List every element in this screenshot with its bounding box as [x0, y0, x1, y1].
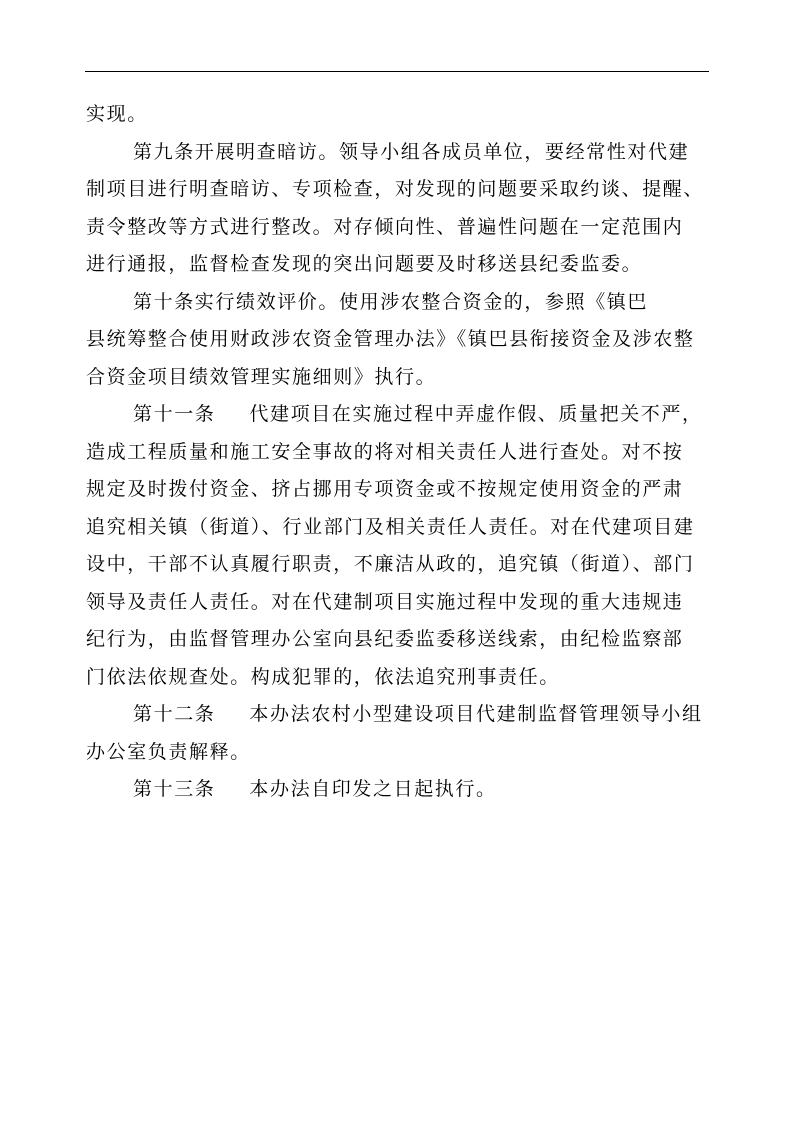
text-line: 办公室负责解释。: [86, 740, 251, 763]
article-11-label: 第十一条: [133, 403, 216, 425]
text-line: 规定及时拨付资金、挤占挪用专项资金或不按规定使用资金的严肃: [86, 478, 684, 500]
text-line: 进行通报，监督检查发现的突出问题要及时移送县纪委监委。: [86, 253, 643, 275]
text-line: 设中，干部不认真履行职责，不廉洁从政的，追究镇（街道）、部门: [86, 553, 695, 575]
article-12-line: [86, 696, 710, 734]
article-12-label: 第十二条: [133, 703, 216, 725]
text-line: 责令整改等方式进行整改。对存倾向性、普遍性问题在一定范围内: [86, 215, 684, 238]
text-line: 纪行为，由监督管理办公室向县纪委监委移送线索，由纪检监察部: [86, 628, 684, 650]
text-line: 门依法依规查处。构成犯罪的，依法追究刑事责任。: [86, 665, 560, 688]
article-11-text: 代建项目在实施过程中弄虚作假、质量把关不严，: [249, 403, 703, 425]
article-11-line: [86, 396, 710, 434]
text-line: 县统筹整合使用财政涉农资金管理办法》《镇巴县衔接资金及涉农整: [86, 328, 695, 350]
text-line: 造成工程质量和施工安全事故的将对相关责任人进行查处。对不按: [86, 440, 684, 463]
article-13-line: [86, 771, 710, 809]
text-line: 追究相关镇（街道）、行业部门及相关责任人责任。对在代建项目建: [86, 515, 695, 538]
article-12-text: 本办法农村小型建设项目代建制监督管理领导小组: [249, 703, 703, 725]
header-rule: [85, 71, 709, 72]
document-body: [86, 96, 710, 809]
text-line: 制项目进行明查暗访、专项检查，对发现的问题要采取约谈、提醒、: [86, 178, 705, 200]
text-line: 合资金项目绩效管理实施细则》执行。: [86, 365, 437, 388]
text-line: 实现。: [86, 103, 148, 125]
article-10-line: 第十条实行绩效评价。使用涉农整合资金的，参照《镇巴: [133, 290, 649, 313]
article-9-line: 第九条开展明查暗访。领导小组各成员单位，要经常性对代建: [133, 140, 690, 163]
article-13-text: 本办法自印发之日起执行。: [249, 778, 497, 800]
article-13-label: 第十三条: [133, 778, 216, 800]
text-line: 领导及责任人责任。对在代建制项目实施过程中发现的重大违规违: [86, 590, 684, 613]
